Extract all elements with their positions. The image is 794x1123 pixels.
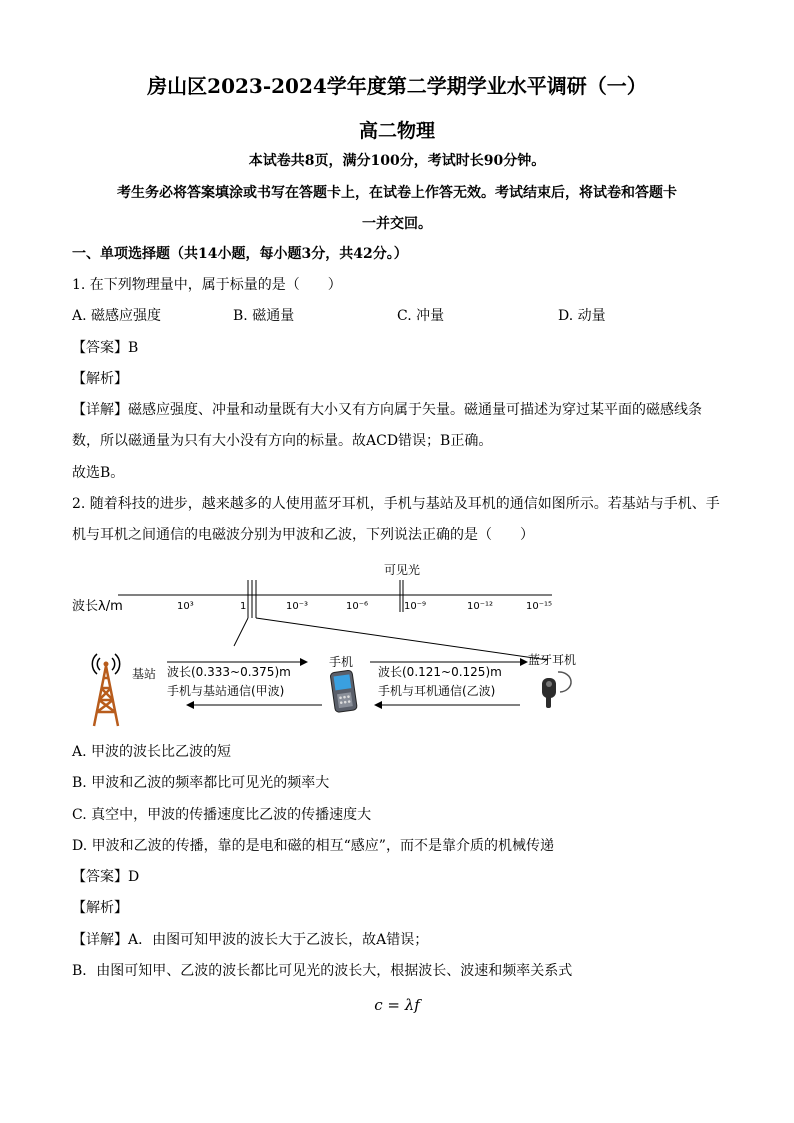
wave-b-description: 手机与耳机通信(乙波) [378,684,496,698]
q2-option-a: A. 甲波的波长比乙波的短 [72,744,232,760]
tick-label: 10⁻⁶ [346,601,369,612]
axis-label: 波长λ/m [72,599,123,614]
q1-option-c: C. 冲量 [397,308,445,324]
wavelength-diagram [72,558,732,728]
tick-label: 10⁻¹² [467,601,494,612]
wave-a-range: 波长(0.333~0.375)m [167,665,291,679]
section-heading: 一、单项选择题（共14小题，每小题3分，共42分。） [72,246,408,262]
q1-option-b: B. 磁通量 [233,308,295,324]
earphone-icon [542,672,571,708]
q1-conclusion: 故选B。 [72,465,125,481]
q2-detail-line-2: B．由图可知甲、乙波的波长都比可见光的波长大，根据波长、波速和频率关系式 [72,963,573,979]
exam-info-line-3: 一并交回。 [362,216,432,232]
q2-stem-line-1: 2. 随着科技的进步，越来越多的人使用蓝牙耳机，手机与基站及耳机的通信如图所示。若基站与手机、手 [72,496,720,512]
q2-option-b: B. 甲波和乙波的频率都比可见光的频率大 [72,775,330,791]
q1-option-d: D. 动量 [558,308,606,324]
q2-option-c: C. 真空中，甲波的传播速度比乙波的传播速度大 [72,807,372,823]
phone-icon [330,670,357,713]
phone-label: 手机 [329,655,354,669]
tick-label: 10⁻³ [286,601,309,612]
exam-info-line-2: 考生务必将答案填涂或书写在答题卡上，在试卷上作答无效。考试结束后，将试卷和答题卡 [117,185,677,201]
tick-label: 10³ [177,601,194,612]
station-label: 基站 [132,667,157,681]
q1-detail-line-2: 数，所以磁通量为只有大小没有方向的标量。故ACD错误；B正确。 [72,433,493,449]
q1-option-a: A. 磁感应强度 [72,308,162,324]
tick-label: 10⁻⁹ [404,601,427,612]
q2-stem-line-2: 机与耳机之间通信的电磁波分别为甲波和乙波，下列说法正确的是（ ） [72,527,534,543]
wave-formula: c = λf [374,996,420,1014]
exam-title: 房山区2023-2024学年度第二学期学业水平调研（一） [147,74,647,98]
exam-info-line-1: 本试卷共8页，满分100分，考试时长90分钟。 [248,153,546,169]
q1-answer: 【答案】B [72,340,139,356]
tower-icon [92,654,119,726]
tick-label: 10⁻¹⁵ [526,601,553,612]
q1-analysis-tag: 【解析】 [72,371,128,387]
visible-light-label: 可见光 [384,563,421,577]
q2-option-d: D. 甲波和乙波的传播，靠的是电和磁的相互“感应”，而不是靠介质的机械传递 [72,838,554,854]
tick-label: 1 [240,601,247,612]
q1-stem: 1. 在下列物理量中，属于标量的是（ ） [72,277,342,293]
exam-subject: 高二物理 [358,120,435,142]
wave-b-range: 波长(0.121~0.125)m [378,665,502,679]
q2-analysis-tag: 【解析】 [72,900,128,916]
q2-answer: 【答案】D [72,869,140,885]
q2-detail-line-1: 【详解】A．由图可知甲波的波长大于乙波长，故A错误； [72,932,429,948]
q1-detail-line-1: 【详解】磁感应强度、冲量和动量既有大小又有方向属于矢量。磁通量可描述为穿过某平面的磁感线条 [72,402,702,418]
wave-a-description: 手机与基站通信(甲波) [167,684,285,698]
earphone-label: 蓝牙耳机 [528,653,577,667]
